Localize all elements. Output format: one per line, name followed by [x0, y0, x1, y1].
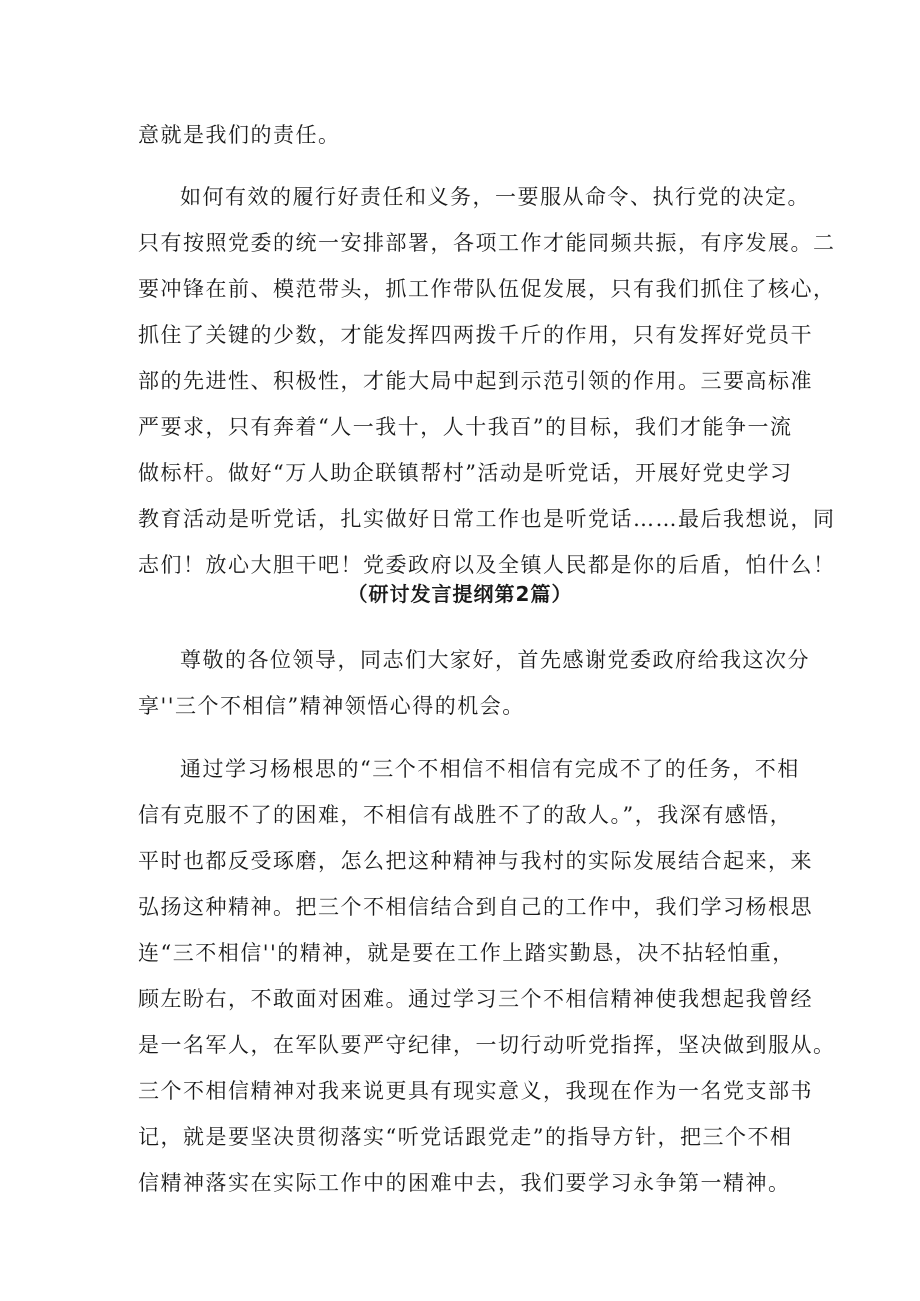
- paragraph-line: 只有按照党委的统一安排部署，各项工作才能同频共振，有序发展。二: [138, 231, 836, 255]
- paragraph-line: 抓住了关键的少数，才能发挥四两拨千斤的作用，只有发挥好党员干: [138, 323, 813, 347]
- paragraph-line: 志们！放心大胆干吧！党委政府以及全镇人民都是你的后盾，怕什么！: [138, 553, 836, 577]
- paragraph-line: 平时也都反受琢磨，怎么把这种精神与我村的实际发展结合起来，来: [138, 849, 813, 873]
- paragraph-line: 意就是我们的责任。: [138, 123, 341, 147]
- paragraph-line: 要冲锋在前、模范带头，抓工作带队伍促发展，只有我们抓住了核心，: [138, 277, 836, 301]
- paragraph-line: 尊敬的各位领导，同志们大家好，首先感谢党委政府给我这次分: [180, 648, 810, 672]
- paragraph-line: 通过学习杨根思的“三个不相信不相信有完成不了的任务，不相: [180, 757, 800, 781]
- paragraph-line: 教育活动是听党话，扎实做好日常工作也是听党话……最后我想说，同: [138, 507, 836, 531]
- paragraph-line: 弘扬这种精神。把三个不相信结合到自己的工作中，我们学习杨根思: [138, 895, 813, 919]
- paragraph-line: 做标杆。做好“万人助企联镇帮村”活动是听党话，开展好党史学习: [138, 461, 793, 485]
- paragraph-line: 顾左盼右，不敢面对困难。通过学习三个不相信精神使我想起我曾经: [138, 987, 813, 1011]
- paragraph-line: 严要求，只有奔着“人一我十，人十我百”的目标，我们才能争一流: [138, 415, 793, 439]
- section-heading: （研讨发言提纲第2篇）: [347, 582, 573, 606]
- paragraph-line: 部的先进性、积极性，才能大局中起到示范引领的作用。三要高标准: [138, 369, 813, 393]
- paragraph-line: 享''三个不相信”精神领悟心得的机会。: [138, 694, 525, 718]
- paragraph-line: 连“三不相信''的精神，就是要在工作上踏实勤恳，决不拈轻怕重，: [138, 941, 795, 965]
- paragraph-line: 是一名军人，在军队要严守纪律，一切行动听党指挥，坚决做到服从。: [138, 1033, 836, 1057]
- paragraph-line: 如何有效的履行好责任和义务，一要服从命令、执行党的决定。: [180, 185, 810, 209]
- paragraph-line: 信有克服不了的困难，不相信有战胜不了的敌人。”，我深有感悟，: [138, 803, 793, 827]
- paragraph-line: 三个不相信精神对我来说更具有现实意义，我现在作为一名党支部书: [138, 1079, 813, 1103]
- paragraph-line: 信精神落实在实际工作中的困难中去，我们要学习永争第一精神。: [138, 1171, 791, 1195]
- paragraph-line: 记，就是要坚决贯彻落实“听党话跟党走”的指导方针，把三个不相: [138, 1125, 793, 1149]
